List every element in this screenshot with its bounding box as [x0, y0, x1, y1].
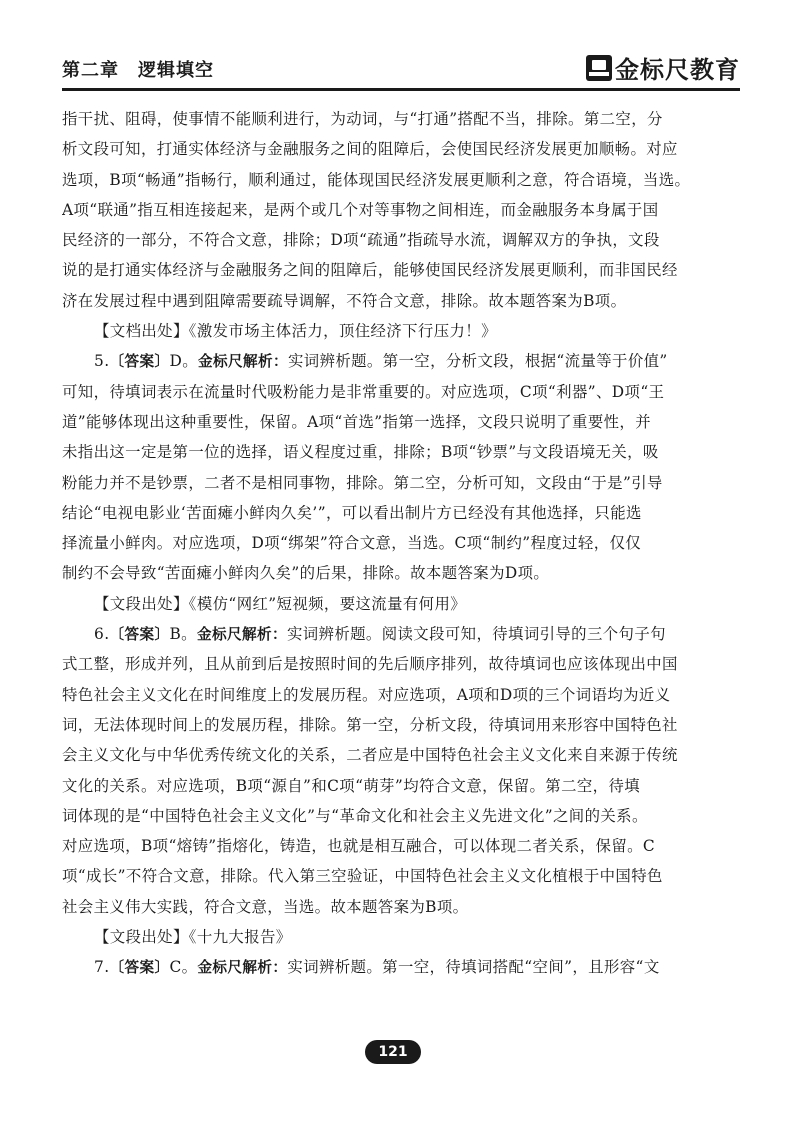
- answer-value: D。: [169, 352, 198, 371]
- body-line: 特色社会主义文化在时间维度上的发展历程。对应选项，A项和D项的三个词语均为近义: [62, 685, 671, 704]
- body-line: 项“成长”不符合文意，排除。代入第三空验证，中国特色社会主义文化植根于中国特色: [62, 867, 663, 886]
- header-divider: [62, 88, 740, 91]
- body-line: 指干扰、阻碍，使事情不能顺利进行，为动词，与“打通”搭配不当，排除。第二空，分: [62, 110, 663, 128]
- body-line: 析文段可知，打通实体经济与金融服务之间的阻障后，会使国民经济发展更加顺畅。对应: [62, 140, 678, 159]
- body-line: 词，无法体现时间上的发展历程，排除。第一空，分析文段，待填词用来形容中国特色社: [62, 715, 678, 734]
- publisher-logo: [586, 50, 740, 85]
- answer-value: C。: [169, 958, 198, 977]
- body-line: 文化的关系。对应选项，B项“源自”和C项“萌芽”均符合文意，保留。第二空，待填: [62, 776, 641, 795]
- logo-text: 金标尺教育: [615, 56, 740, 84]
- logo-mark-icon: [586, 55, 612, 81]
- question-7-header: [62, 952, 732, 982]
- source-citation: [62, 922, 732, 952]
- body-line: 制约不会导致“苦面瘫小鲜肉久矣”的后果，排除。故本题答案为D项。: [62, 564, 550, 583]
- source-title: 《模仿“网红”短视频，要这流量有何用》: [188, 594, 467, 613]
- page-header: [62, 50, 740, 90]
- body-line: 会主义文化与中华优秀传统文化的关系，二者应是中国特色社会主义文化来自来源于传统: [62, 746, 678, 765]
- answer-label: 〔答案〕: [109, 626, 170, 644]
- analysis-text: 实词辨析题。阅读文段可知，待填词引导的三个句子句: [286, 625, 666, 644]
- body-line: 道”能够体现出这种重要性，保留。A项“首选”指第一选择，文段只说明了重要性，并: [62, 412, 651, 431]
- body-line: 式工整，形成并列，且从前到后是按照时间的先后顺序排列，故待填词也应该体现出中国: [62, 655, 678, 674]
- question-number: 6.: [94, 625, 110, 644]
- analysis-label: 金标尺解析：: [198, 353, 288, 371]
- source-citation: [62, 316, 732, 346]
- body-line: 粉能力并不是钞票，二者不是相同事物，排除。第二空，分析可知，文段由“于是”引导: [62, 473, 663, 492]
- body-line: 可知，待填词表示在流量时代吸粉能力是非常重要的。对应选项，C项“利器”、D项“王: [62, 382, 665, 401]
- body-line: 说的是打通实体经济与金融服务之间的阻障后，能够使国民经济发展更顺利，而非国民经: [62, 261, 678, 280]
- question-6-header: [62, 619, 732, 649]
- source-title: 《十九大报告》: [188, 928, 292, 947]
- chapter-title: 第二章 逻辑填空: [62, 60, 214, 81]
- question-number: 5.: [94, 352, 110, 371]
- body-line: 词体现的是“中国特色社会主义文化”与“革命文化和社会主义先进文化”之间的关系。: [62, 806, 648, 825]
- source-title: 《激发市场主体活力，顶住经济下行压力！》: [188, 322, 497, 341]
- analysis-label: 金标尺解析：: [196, 626, 287, 644]
- page-number: 121: [365, 1040, 421, 1064]
- answer-value: B。: [169, 625, 197, 644]
- source-label: 【文段出处】: [94, 594, 189, 613]
- body-line: 未指出这一定是第一位的选择，语义程度过重，排除；B项“钞票”与文段语境无关，吸: [62, 443, 659, 462]
- body-line: 民经济的一部分，不符合文意，排除；D项“疏通”指疏导水流，调解双方的争执，文段: [62, 231, 660, 250]
- analysis-label: 金标尺解析：: [197, 959, 288, 977]
- answer-label: 〔答案〕: [109, 959, 170, 977]
- body-line: 择流量小鲜肉。对应选项，D项“绑架”符合文意，当选。C项“制约”程度过轻，仅仅: [62, 534, 642, 553]
- body-line: 社会主义伟大实践，符合文意，当选。故本题答案为B项。: [62, 897, 469, 916]
- answer-label: 〔答案〕: [109, 353, 170, 371]
- question-number: 7.: [94, 958, 110, 977]
- body-line: 济在发展过程中遇到阻障需要疏导调解，不符合文意，排除。故本题答案为B项。: [62, 291, 627, 310]
- body-line: 结论“电视电影业‘苦面瘫小鲜肉久矣’”，可以看出制片方已经没有其他选择，只能选: [62, 503, 642, 522]
- source-citation: [62, 589, 732, 619]
- body-line: A项“联通”指互相连接起来，是两个或几个对等事物之间相连，而金融服务本身属于国: [62, 200, 659, 219]
- analysis-text: 实词辨析题。第一空，待填词搭配“空间”，且形容“文: [287, 958, 660, 977]
- page-body: [62, 104, 732, 983]
- source-label: 【文段出处】: [94, 928, 189, 947]
- question-5-header: [62, 346, 732, 376]
- analysis-text: 实词辨析题。第一空，分析文段，根据“流量等于价值”: [287, 352, 668, 371]
- body-line: 选项，B项“畅通”指畅行，顺利通过，能体现国民经济发展更顺利之意，符合语境，当选。: [62, 170, 691, 189]
- source-label: 【文档出处】: [94, 322, 189, 341]
- body-line: 对应选项，B项“熔铸”指熔化，铸造，也就是相互融合，可以体现二者关系，保留。C: [62, 837, 656, 856]
